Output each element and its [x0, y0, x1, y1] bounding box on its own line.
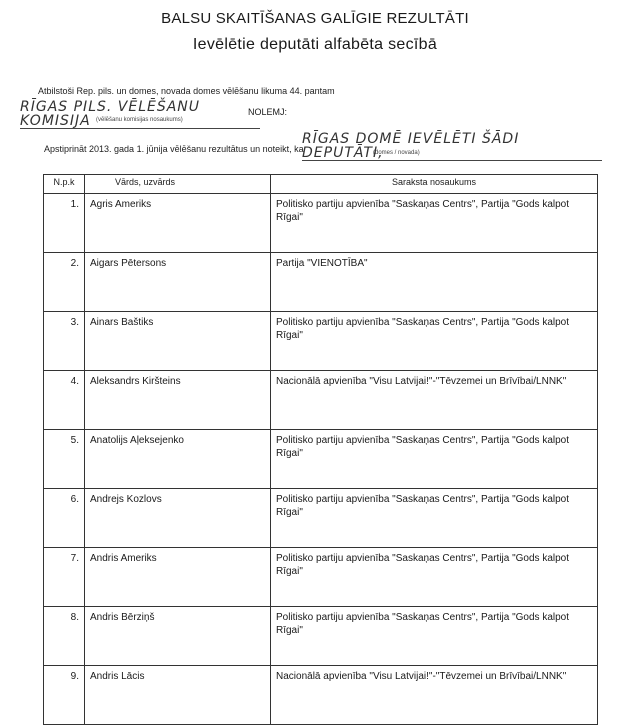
deputy-name: Andrejs Kozlovs — [85, 489, 271, 548]
row-number: 4. — [44, 371, 85, 430]
row-number: 9. — [44, 666, 85, 725]
deputy-name: Aigars Pētersons — [85, 253, 271, 312]
deputy-name: Agris Ameriks — [85, 194, 271, 253]
table-row — [44, 430, 598, 489]
party-list-name: Nacionālā apvienība "Visu Latvijai!"-"Tēvzemei un Brīvībai/LNNK" — [271, 371, 598, 430]
deputy-name: Andris Bērziņš — [85, 607, 271, 666]
header-name: Vārds, uzvārds — [85, 175, 271, 194]
deputy-name: Ainars Baštiks — [85, 312, 271, 371]
party-list-name: Politisko partiju apvienība "Saskaņas Centrs", Partija "Gods kalpot Rīgai" — [271, 607, 598, 666]
header-list: Saraksta nosaukums — [271, 175, 598, 194]
table-row — [44, 312, 598, 371]
row-number: 6. — [44, 489, 85, 548]
table-row — [44, 489, 598, 548]
council-caption: (domes / novada) — [373, 150, 420, 156]
party-list-name: Politisko partiju apvienība "Saskaņas Centrs", Partija "Gods kalpot Rīgai" — [271, 548, 598, 607]
decision-word: NOLEMJ: — [248, 107, 288, 117]
document-title: BALSU SKAITĪŠANAS GALĪGIE REZULTĀTI — [161, 10, 469, 27]
party-list-name: Partija "VIENOTĪBA" — [271, 253, 598, 312]
deputy-name: Andris Ameriks — [85, 548, 271, 607]
row-number: 8. — [44, 607, 85, 666]
party-list-name: Politisko partiju apvienība "Saskaņas Centrs", Partija "Gods kalpot Rīgai" — [271, 312, 598, 371]
deputy-name: Andris Lācis — [85, 666, 271, 725]
party-list-name: Politisko partiju apvienība "Saskaņas Centrs", Partija "Gods kalpot Rīgai" — [271, 489, 598, 548]
table-row — [44, 548, 598, 607]
council-handwritten: RĪGAS DOMĒ IEVĒLĒTI ŠĀDI DEPUTĀTI, — [302, 132, 602, 161]
row-number: 3. — [44, 312, 85, 371]
party-list-name: Politisko partiju apvienība "Saskaņas Centrs", Partija "Gods kalpot Rīgai" — [271, 430, 598, 489]
table-row — [44, 253, 598, 312]
commission-caption: (vēlēšanu komisijas nosaukums) — [96, 117, 183, 123]
party-list-name: Politisko partiju apvienība "Saskaņas Centrs", Partija "Gods kalpot Rīgai" — [271, 194, 598, 253]
commission-name-handwritten: RĪGAS PILS. VĒLĒŠANU KOMISIJA — [20, 100, 260, 129]
table-row — [44, 607, 598, 666]
legal-basis-text: Atbilstoši Rep. pils. un domes, novada domes vēlēšanu likuma 44. pantam — [38, 86, 335, 96]
approval-text: Apstiprināt 2013. gada 1. jūnija vēlēšanu rezultātus un noteikt, ka — [44, 144, 304, 154]
party-list-name: Nacionālā apvienība "Visu Latvijai!"-"Tēvzemei un Brīvībai/LNNK" — [271, 666, 598, 725]
row-number: 2. — [44, 253, 85, 312]
table-row — [44, 666, 598, 725]
row-number: 1. — [44, 194, 85, 253]
table-header-row — [44, 175, 598, 194]
document-subtitle: Ievēlētie deputāti alfabēta secībā — [192, 36, 438, 53]
row-number: 7. — [44, 548, 85, 607]
results-table — [43, 174, 598, 725]
table-row — [44, 371, 598, 430]
header-number: N.p.k — [44, 175, 85, 194]
deputy-name: Aleksandrs Kiršteins — [85, 371, 271, 430]
deputy-name: Anatolijs Aļeksejenko — [85, 430, 271, 489]
row-number: 5. — [44, 430, 85, 489]
table-row — [44, 194, 598, 253]
